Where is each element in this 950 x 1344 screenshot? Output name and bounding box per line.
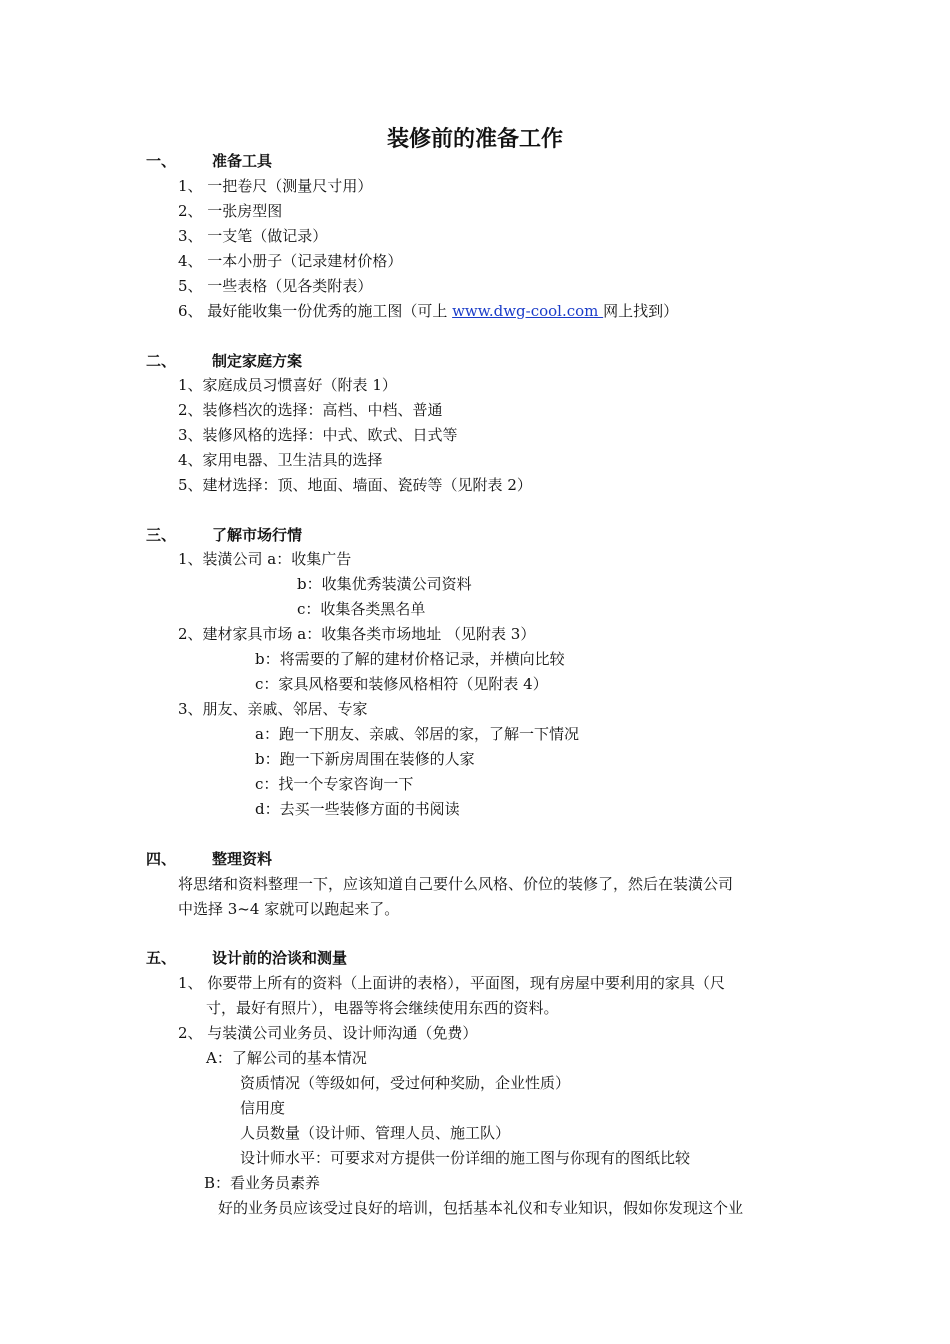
list-item: 4、家用电器、卫生洁具的选择 xyxy=(178,451,383,469)
list-item-text: 网上找到） xyxy=(603,302,679,320)
list-item: a：跑一下朋友、亲戚、邻居的家，了解一下情况 xyxy=(255,725,579,743)
section-2-number: 二、 xyxy=(146,352,177,370)
section-4-title: 整理资料 xyxy=(212,850,273,868)
website-link[interactable]: www.dwg-cool.com xyxy=(452,302,604,320)
list-item: 4、 一本小册子（记录建材价格） xyxy=(178,252,403,270)
list-item-text: 6、 最好能收集一份优秀的施工图（可上 xyxy=(178,302,453,320)
paragraph-line: 1、 你要带上所有的资料（上面讲的表格），平面图，现有房屋中要利用的家具（尺 xyxy=(178,974,725,992)
section-3-number: 三、 xyxy=(146,526,177,544)
list-item: b：跑一下新房周围在装修的人家 xyxy=(255,750,475,768)
list-item: 2、装修档次的选择：高档、中档、普通 xyxy=(178,401,443,419)
section-5-number: 五、 xyxy=(146,949,177,967)
list-item: 3、装修风格的选择：中式、欧式、日式等 xyxy=(178,426,458,444)
list-item: 3、 一支笔（做记录） xyxy=(178,227,328,245)
list-item: 信用度 xyxy=(240,1099,286,1117)
list-item: b：将需要的了解的建材价格记录，并横向比较 xyxy=(255,650,565,668)
section-4-number: 四、 xyxy=(146,850,177,868)
list-item: d：去买一些装修方面的书阅读 xyxy=(255,800,460,818)
list-item: 2、 与装潢公司业务员、设计师沟通（免费） xyxy=(178,1024,478,1042)
list-item: 1、家庭成员习惯喜好（附表 1） xyxy=(178,376,397,394)
list-item: 1、 一把卷尺（测量尺寸用） xyxy=(178,177,373,195)
list-item: B：看业务员素养 xyxy=(204,1174,321,1192)
section-2-title: 制定家庭方案 xyxy=(212,352,303,370)
section-5-heading xyxy=(146,948,347,968)
section-4-heading xyxy=(146,849,272,869)
section-3-heading xyxy=(146,525,302,545)
list-item: 5、 一些表格（见各类附表） xyxy=(178,277,373,295)
section-3-title: 了解市场行情 xyxy=(212,526,303,544)
paragraph-line: 中选择 3~4 家就可以跑起来了。 xyxy=(178,900,400,918)
list-item: 2、 一张房型图 xyxy=(178,202,283,220)
list-item: 3、朋友、亲戚、邻居、专家 xyxy=(178,700,368,718)
paragraph-line: 将思绪和资料整理一下，应该知道自己要什么风格、价位的装修了，然后在装潢公司 xyxy=(178,875,734,893)
list-item: 5、建材选择：顶、地面、墙面、瓷砖等（见附表 2） xyxy=(178,476,532,494)
list-item: b：收集优秀装潢公司资料 xyxy=(297,575,472,593)
page-title: 装修前的准备工作 xyxy=(386,127,563,152)
list-item: A：了解公司的基本情况 xyxy=(206,1049,367,1067)
list-item: 设计师水平：可要求对方提供一份详细的施工图与你现有的图纸比较 xyxy=(240,1149,691,1167)
list-item: 资质情况（等级如何，受过何种奖励，企业性质） xyxy=(240,1074,571,1092)
section-5-title: 设计前的洽谈和测量 xyxy=(212,949,348,967)
list-item: 1、装潢公司 a：收集广告 xyxy=(178,550,352,568)
paragraph-line: 寸，最好有照片），电器等将会继续使用东西的资料。 xyxy=(206,999,559,1017)
section-1-title: 准备工具 xyxy=(212,152,273,170)
section-2-heading xyxy=(146,351,302,371)
list-item: c：收集各类黑名单 xyxy=(297,600,426,618)
list-item: 人员数量（设计师、管理人员、施工队） xyxy=(240,1124,511,1142)
section-1-heading xyxy=(146,151,272,171)
list-item: c：找一个专家咨询一下 xyxy=(255,775,414,793)
paragraph-line: 好的业务员应该受过良好的培训，包括基本礼仪和专业知识，假如你发现这个业 xyxy=(218,1199,744,1217)
section-1-number: 一、 xyxy=(146,152,177,170)
list-item: c：家具风格要和装修风格相符（见附表 4） xyxy=(255,675,548,693)
list-item xyxy=(178,301,678,321)
list-item: 2、建材家具市场 a：收集各类市场地址 （见附表 3） xyxy=(178,625,536,643)
